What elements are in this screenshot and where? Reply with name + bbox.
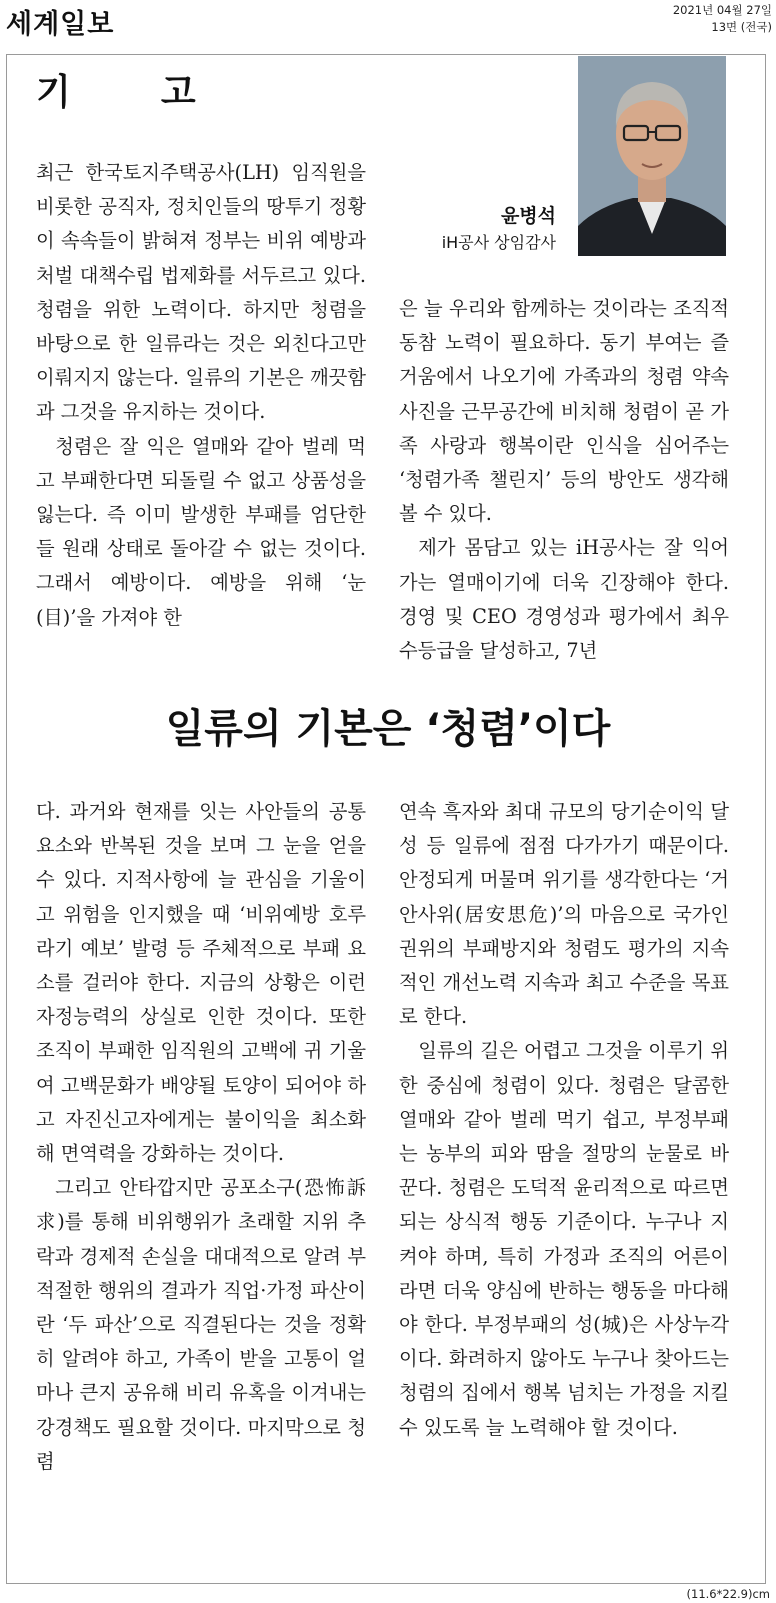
paragraph: 연속 흑자와 최대 규모의 당기순이익 달성 등 일류에 점점 다가가기 때문이다. 안정되게 머물며 위기를 생각한다는 ‘거안사위(居安思危)’의 마음으로 국가인권위의 부패방지와 청렴도 평가의 지속적인 개선노력 지속과 최고 수준을 목표로 한다. bbox=[399, 800, 729, 1029]
paragraph: 청렴은 잘 익은 열매와 같아 벌레 먹고 부패한다면 되돌릴 수 없고 상품성을 잃는다. 즉 이미 발생한 부패를 엄단한들 원래 상태로 돌아갈 수 없는 것이다. 그래서 예방이다. 예방을 위해 ‘눈(目)’을 가져야 한 bbox=[36, 434, 366, 629]
paragraph: 일류의 길은 어렵고 그것을 이루기 위한 중심에 청렴이 있다. 청렴은 달콤한 열매와 같아 벌레 먹기 쉽고, 부정부패는 농부의 피와 땀을 절망의 눈물로 바꾼다. 청렴은 도덕적 윤리적으로 따르면 되는 상식적 행동 기준이다. 누구나 지켜야 하며, 특히 가정과 조직의 어른이라면 더욱 양심에 반하는 행동을 마다해야 한다. 부정부패의 성(城)은 사상누각이다. 화려하지 않아도 누구나 찾아드는 청렴의 집에서 행복 넘치는 가정을 지킬 수 있도록 늘 노력해야 할 것이다. bbox=[399, 1039, 729, 1439]
publication-date: 2021년 04월 27일 bbox=[672, 3, 772, 17]
article-column-top-left bbox=[36, 156, 366, 635]
article-column-bottom-right bbox=[399, 795, 729, 1445]
article-size-note: (11.6*22.9)cm bbox=[686, 1587, 770, 1601]
author-portrait-image bbox=[578, 56, 726, 256]
section-label bbox=[36, 64, 197, 115]
article-column-bottom-left bbox=[36, 795, 366, 1479]
section-label-char-2: 고 bbox=[160, 72, 197, 113]
publication-meta bbox=[673, 2, 772, 36]
paragraph: 은 늘 우리와 함께하는 것이라는 조직적 동참 노력이 필요하다. 동기 부여는 즐거움에서 나오기에 가족과의 청렴 약속사진을 근무공간에 비치해 청렴이 곧 가족 사랑과 행복이란 인식을 심어주는 ‘청렴가족 챌린지’ 등의 방안도 생각해 볼 수 있다. bbox=[399, 297, 729, 526]
page-number: 13면 (전국) bbox=[711, 20, 772, 34]
paragraph: 제가 몸담고 있는 iH공사는 잘 익어가는 열매이기에 더욱 긴장해야 한다. 경영 및 CEO 경영성과 평가에서 최우수등급을 달성하고, 7년 bbox=[399, 536, 729, 663]
article-headline: 일류의 기본은 ‘청렴’이다 bbox=[165, 706, 611, 752]
author-title: iH공사 상임감사 bbox=[441, 233, 556, 252]
section-label-char-1: 기 bbox=[36, 72, 72, 113]
paragraph: 다. 과거와 현재를 잇는 사안들의 공통요소와 반복된 것을 보며 그 눈을 얻을 수 있다. 지적사항에 늘 관심을 기울이고 위험을 인지했을 때 ‘비위예방 호루라기 예보’ 발령 등 주체적으로 부패 요소를 걸러야 한다. 지금의 상황은 이런 자정능력의 상실로 인한 것이다. 또한 조직이 부패한 임직원의 고백에 귀 기울여 고백문화가 배양될 토양이 되어야 하고 자진신고자에게는 불이익을 최소화해 면역력을 강화하는 것이다. bbox=[36, 800, 366, 1166]
paragraph: 그리고 안타깝지만 공포소구(恐怖訴求)를 통해 비위행위가 초래할 지위 추락과 경제적 손실을 대대적으로 알려 부적절한 행위의 결과가 직업·가정 파산이란 ‘두 파산’으로 직결된다는 것을 정확히 알려야 하고, 가족이 받을 고통이 얼마나 큰지 공유해 비리 유혹을 이겨내는 강경책도 필요할 것이다. 마지막으로 청렴 bbox=[36, 1176, 366, 1473]
author-photo bbox=[578, 56, 726, 256]
paragraph: 최근 한국토지주택공사(LH) 임직원을 비롯한 공직자, 정치인들의 땅투기 정황이 속속들이 밝혀져 정부는 비위 예방과 처벌 대책수립 법제화를 서두르고 있다. 청렴을 위한 노력이다. 하지만 청렴을 바탕으로 한 일류라는 것은 외친다고만 이뤄지지 않는다. 일류의 기본은 깨끗함과 그것을 유지하는 것이다. bbox=[36, 161, 366, 424]
newspaper-masthead: 세계일보 bbox=[6, 9, 115, 40]
article-column-top-right bbox=[399, 292, 729, 668]
author-name: 윤병석 bbox=[500, 205, 556, 227]
